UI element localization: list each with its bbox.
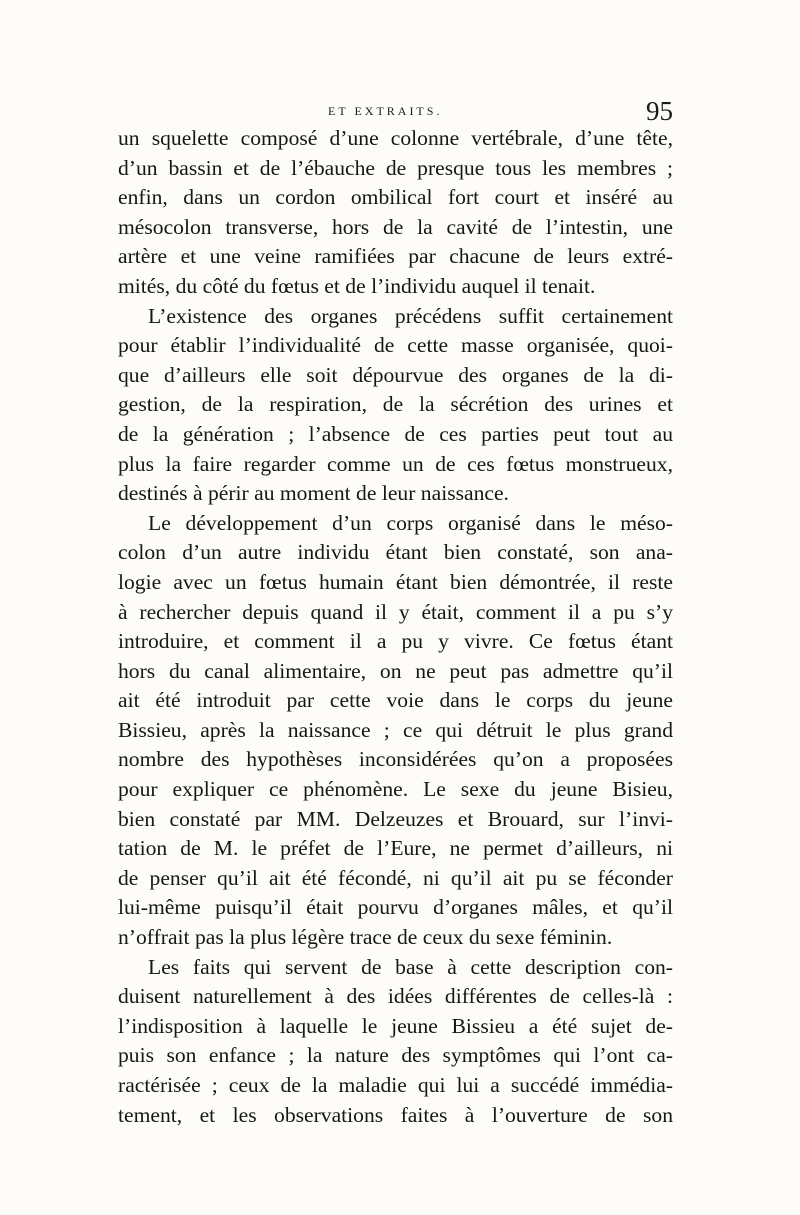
text-line: logie avec un fœtus humain étant bien démontrée, il reste: [118, 569, 673, 594]
text-line: mésocolon transverse, hors de la cavité de l’intestin, une: [118, 214, 673, 239]
text-line: destinés à périr au moment de leur naissance.: [118, 481, 509, 506]
text-line: enfin, dans un cordon ombilical fort court et inséré au: [118, 185, 673, 210]
text-line: un squelette composé d’une colonne vertébrale, d’une tête,: [118, 126, 673, 150]
text-line: nombre des hypothèses inconsidérées qu’on a proposées: [118, 747, 673, 772]
text-line: à rechercher depuis quand il y était, comment il a pu s’y: [118, 599, 673, 624]
text-line: Le développement d’un corps organisé dans le méso-: [148, 510, 673, 535]
running-head: ET EXTRAITS.: [328, 104, 443, 118]
text-line: Les faits qui servent de base à cette description con-: [148, 954, 673, 979]
text-line: puis son enfance ; la nature des symptômes qui l’ont ca-: [118, 1043, 673, 1068]
text-line: tement, et les observations faites à l’ouverture de son: [118, 1102, 673, 1127]
text-line: de la génération ; l’absence de ces parties peut tout au: [118, 421, 673, 446]
text-line: L’existence des organes précédens suffit certainement: [148, 303, 673, 328]
text-line: bien constaté par MM. Delzeuzes et Brouard, sur l’invi-: [118, 806, 673, 831]
text-line: n’offrait pas la plus légère trace de ceux du sexe féminin.: [118, 925, 613, 950]
text-line: artère et une veine ramifiées par chacune de leurs extré-: [118, 244, 673, 269]
text-line: duisent naturellement à des idées différentes de celles-là :: [118, 984, 673, 1009]
text-line: ait été introduit par cette voie dans le corps du jeune: [118, 688, 673, 713]
text-line: ractérisée ; ceux de la maladie qui lui a succédé immédia-: [118, 1073, 673, 1097]
text-line: colon d’un autre individu étant bien constaté, son ana-: [118, 540, 673, 565]
body-text: [118, 124, 673, 1130]
text-line: de penser qu’il ait été fécondé, ni qu’il ait pu se féconder: [118, 865, 673, 890]
text-line: plus la faire regarder comme un de ces fœtus monstrueux,: [118, 451, 673, 476]
page-number: 95: [646, 96, 673, 126]
text-line: mités, du côté du fœtus et de l’individu auquel il tenait.: [118, 273, 596, 298]
text-line: d’un bassin et de l’ébauche de presque tous les membres ;: [118, 155, 673, 180]
text-line: pour établir l’individualité de cette masse organisée, quoi-: [118, 333, 673, 358]
text-line: lui-même puisqu’il était pourvu d’organes mâles, et qu’il: [118, 895, 673, 920]
text-line: l’indisposition à laquelle le jeune Bissieu a été sujet de-: [118, 1013, 673, 1038]
text-line: que d’ailleurs elle soit dépourvue des organes de la di-: [118, 362, 673, 387]
text-line: tation de M. le préfet de l’Eure, ne permet d’ailleurs, ni: [118, 836, 673, 861]
text-line: introduire, et comment il a pu y vivre. Ce fœtus étant: [118, 629, 673, 654]
text-line: pour expliquer ce phénomène. Le sexe du jeune Bisieu,: [118, 777, 673, 802]
text-line: Bissieu, après la naissance ; ce qui détruit le plus grand: [118, 717, 673, 742]
text-line: gestion, de la respiration, de la sécrétion des urines et: [118, 392, 673, 417]
text-line: hors du canal alimentaire, on ne peut pas admettre qu’il: [118, 658, 673, 683]
